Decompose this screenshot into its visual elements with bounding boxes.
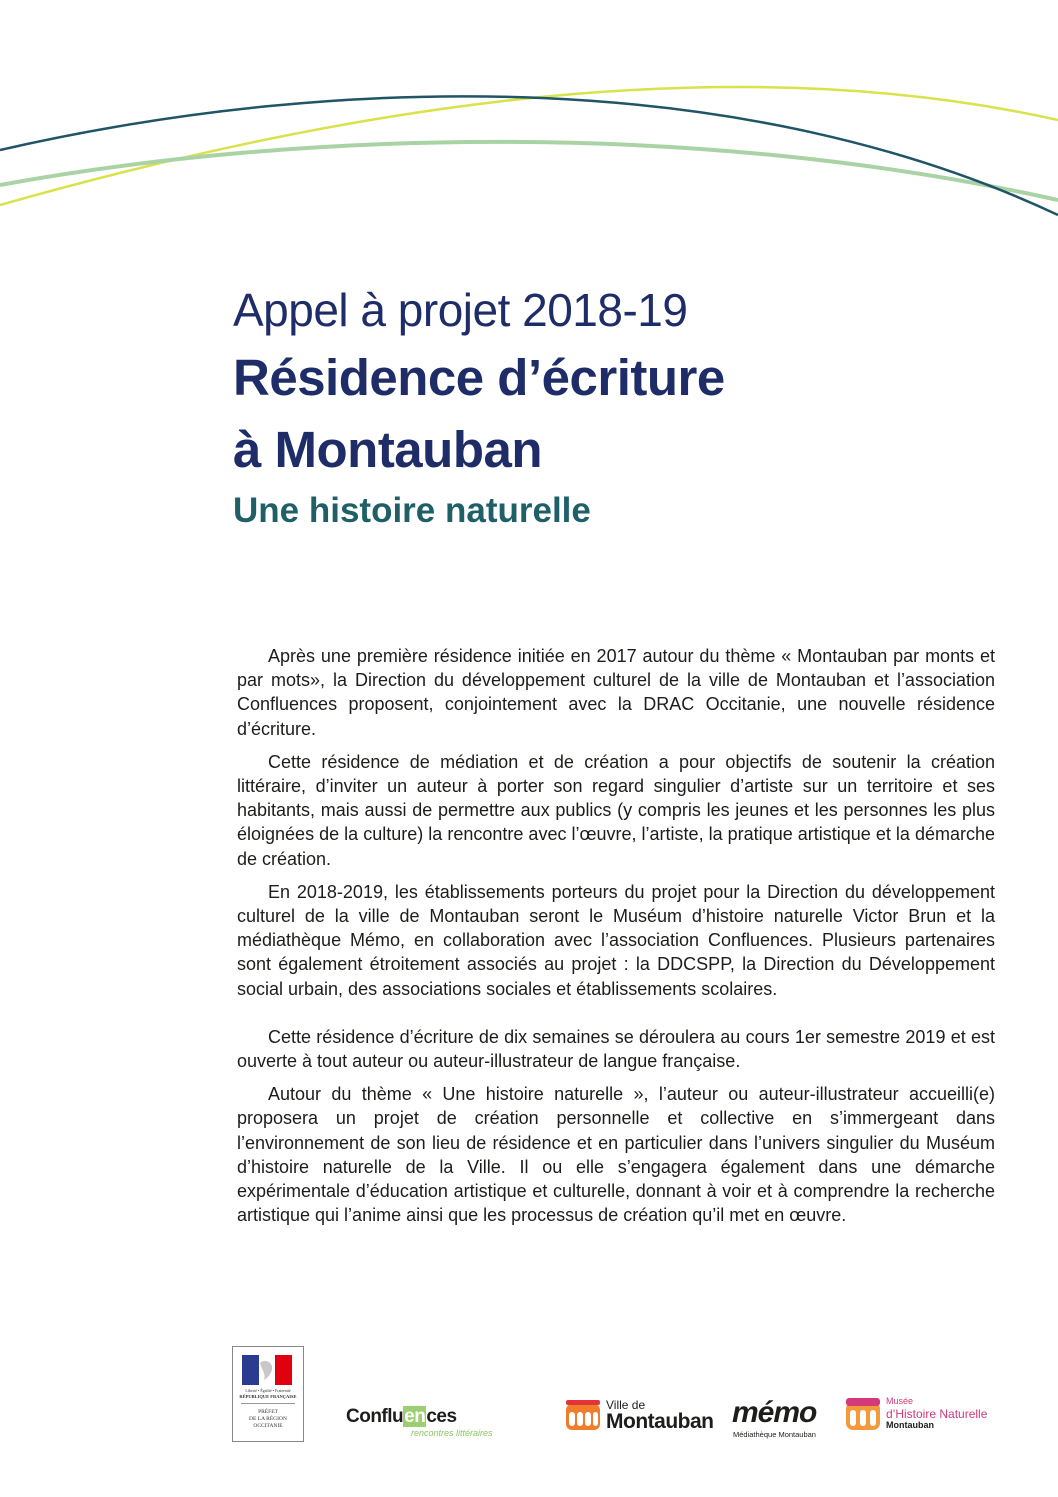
subtitle: Une histoire naturelle bbox=[233, 491, 591, 530]
musee-label: Musée bbox=[886, 1396, 914, 1406]
montauban-label: Montauban bbox=[606, 1410, 714, 1433]
memo-tagline: Médiathèque Montauban bbox=[733, 1430, 816, 1439]
paragraph-4: Cette résidence d’écriture de dix semaines se déroulera au cours 1er semestre 2019 et est ouverte à tout auteur ou auteur-illustrateur de langue française. bbox=[237, 1026, 995, 1072]
paragraph-1: Après une première résidence initiée en 2017 autour du thème « Montauban par monts et par mots», la Direction du développement culturel de la ville de Montauban et l’association Confluences proposent, conjointement avec la DRAC Occitanie, une nouvelle résidence d’écriture. bbox=[237, 646, 995, 739]
prefet-divider bbox=[241, 1403, 295, 1404]
ville-de-label: Ville de bbox=[606, 1398, 646, 1412]
memo-logo: mémo bbox=[732, 1396, 817, 1429]
musee-montauban-label: Montauban bbox=[886, 1420, 934, 1430]
prefet-republic: RÉPUBLIQUE FRANÇAISE bbox=[239, 1394, 297, 1399]
museum-icon bbox=[846, 1398, 880, 1432]
curve-dark bbox=[0, 96, 1058, 215]
histoire-naturelle-label: d’Histoire Naturelle bbox=[886, 1407, 988, 1421]
marianne-flag-icon bbox=[242, 1355, 292, 1385]
paragraph-2: Cette résidence de médiation et de création a pour objectifs de soutenir la création littéraire, d’inviter un auteur à porter son regard singulier d’artiste sur un territoire et ses habitants, mais aussi de permettre aux publics (y compris les jeunes et les personnes les plus éloignées de la culture) la rencontre avec l’œuvre, l’artiste, la pratique artistique et la démarche de création. bbox=[237, 751, 995, 869]
paragraph-5: Autour du thème « Une histoire naturelle », l’auteur ou auteur-illustrateur accueilli(e) proposera un projet de création personnelle et collective en s’immergeant dans l’environnement de son lieu de résidence et en particulier dans l’univers singulier du Muséum d’histoire naturelle de la Ville. Il ou elle s’engagera également dans une démarche expérimentale d’éducation artistique et culturelle, donnant à voir et à comprendre la recherche artistique qui l’anime ainsi que les processus de création qu’il met en œuvre. bbox=[237, 1084, 995, 1226]
confluences-logo: Confluences bbox=[346, 1406, 457, 1427]
prefet-region: PRÉFET DE LA RÉGION OCCITANIE bbox=[249, 1409, 287, 1429]
curve-yellow bbox=[0, 87, 1058, 205]
title-line-1: Appel à projet 2018-19 bbox=[233, 284, 688, 336]
curve-lightgreen bbox=[0, 142, 1058, 200]
title-block bbox=[233, 278, 993, 536]
title-line-3: à Montauban bbox=[233, 421, 542, 478]
confluences-tagline: rencontres littéraires bbox=[411, 1428, 493, 1438]
prefet-logo bbox=[232, 1346, 304, 1442]
title-line-2: Résidence d’écriture bbox=[233, 349, 725, 406]
partner-logos bbox=[0, 1340, 1058, 1460]
body-text bbox=[237, 644, 995, 1236]
ville-montauban-icon bbox=[566, 1400, 600, 1432]
decorative-curves bbox=[0, 0, 1058, 260]
paragraph-3: En 2018-2019, les établissements porteurs du projet pour la Direction du développement culturel de la ville de Montauban seront le Muséum d’histoire naturelle Victor Brun et la médiathèque Mémo, en collaboration avec l’association Confluences. Plusieurs partenaires sont également étroitement associés au projet : la DDCSPP, la Direction du Développement social urbain, des associations sociales et établissements scolaires. bbox=[237, 881, 995, 999]
prefet-motto: Liberté • Égalité • Fraternité bbox=[245, 1388, 291, 1393]
